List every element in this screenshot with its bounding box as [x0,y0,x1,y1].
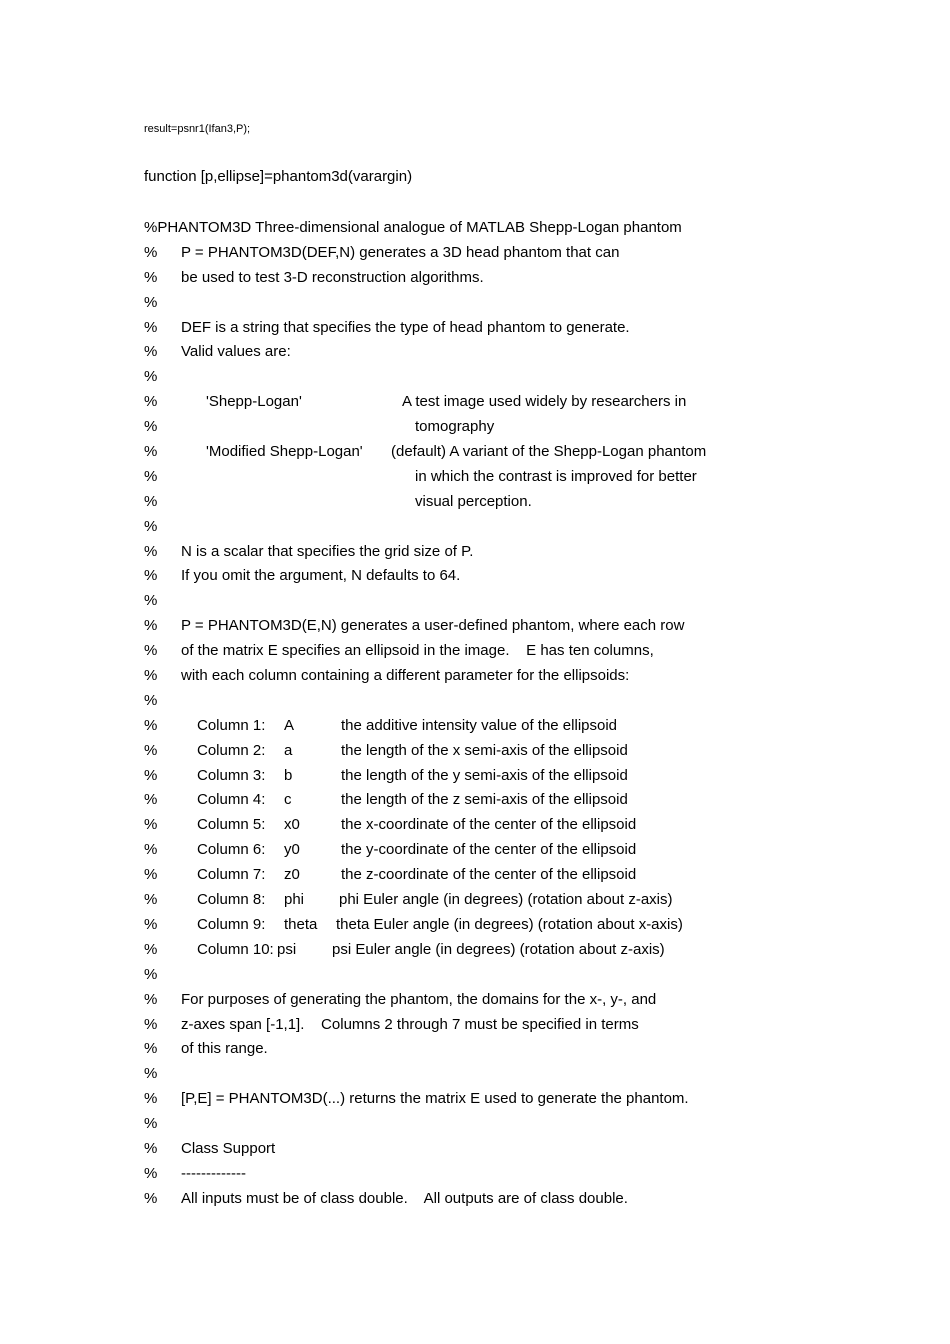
comment-marker: % [144,293,158,311]
column-description: the length of the y semi-axis of the ellipsoid [341,766,628,784]
comment-line [144,392,687,417]
comment-line [144,492,532,517]
column-description: the length of the z semi-axis of the ellipsoid [341,791,628,809]
phantom-type-desc: in which the contrast is improved for better [415,467,697,485]
comment-line [144,840,637,865]
column-symbol: A [284,716,295,734]
comment-marker: % [144,841,158,859]
comment-block [144,218,707,1214]
phantom-type-desc: A test image used widely by researchers in [402,393,687,411]
comment-marker: % [144,940,158,958]
comment-marker: % [144,1139,158,1157]
comment-line [144,890,673,915]
comment-text: Class Support [181,1139,276,1157]
column-symbol: z0 [284,866,300,884]
column-label: Column 8: [197,891,266,909]
comment-marker: % [144,318,158,336]
comment-marker: % [144,915,158,933]
comment-line [144,815,637,840]
comment-line [144,1114,169,1139]
comment-text: N is a scalar that specifies the grid size of P. [181,542,474,560]
comment-marker: % [144,243,158,261]
phantom-type-desc: (default) A variant of the Shepp-Logan phantom [391,443,707,461]
comment-line [144,591,169,616]
column-label: Column 4: [197,791,266,809]
comment-text: If you omit the argument, N defaults to 64. [181,567,461,585]
comment-line [144,616,685,641]
column-label: Column 5: [197,816,266,834]
comment-marker: % [144,891,158,909]
comment-line [144,243,620,268]
comment-marker: % [144,990,158,1008]
comment-marker: % [144,567,158,585]
comment-line [144,467,697,492]
comment-line [144,766,628,791]
comment-line [144,666,630,691]
phantom-type-name: 'Modified Shepp-Logan' [206,443,363,461]
comment-line [144,965,169,990]
comment-line [144,1064,169,1089]
comment-text: Valid values are: [181,343,291,361]
comment-line [144,293,169,318]
comment-marker: % [144,268,158,286]
comment-marker: % [144,691,158,709]
comment-marker: % [144,368,158,386]
comment-line [144,342,291,367]
comment-line [144,1164,246,1189]
comment-marker: % [144,393,158,411]
column-description: the length of the x semi-axis of the ellipsoid [341,741,628,759]
column-description: phi Euler angle (in degrees) (rotation about z-axis) [339,891,673,909]
column-description: the x-coordinate of the center of the ellipsoid [341,816,637,834]
comment-marker: % [144,443,158,461]
comment-marker: % [144,1040,158,1058]
column-description: the additive intensity value of the ellipsoid [341,716,618,734]
comment-text: ------------- [181,1164,246,1182]
comment-text: be used to test 3-D reconstruction algorithms. [181,268,484,286]
comment-text: P = PHANTOM3D(DEF,N) generates a 3D head phantom that can [181,243,620,261]
comment-text: with each column containing a different parameter for the ellipsoids: [181,667,630,685]
comment-line [144,691,169,716]
comment-text: DEF is a string that specifies the type of head phantom to generate. [181,318,630,336]
comment-marker: % [144,667,158,685]
comment-marker: % [144,816,158,834]
column-label: Column 7: [197,866,266,884]
comment-line [144,716,618,741]
comment-line [144,318,630,343]
column-label: Column 6: [197,841,266,859]
column-symbol: a [284,741,293,759]
code-line-result: result=psnr1(Ifan3,P); [144,123,251,135]
comment-text: [P,E] = PHANTOM3D(...) returns the matrix E used to generate the phantom. [181,1090,689,1108]
comment-line [144,367,169,392]
comment-line [144,542,474,567]
comment-line [144,517,169,542]
comment-line [144,1089,689,1114]
column-symbol: y0 [284,841,300,859]
comment-marker: % [144,343,158,361]
comment-marker: % [144,1164,158,1182]
column-description: the y-coordinate of the center of the ellipsoid [341,841,637,859]
comment-line [144,1015,639,1040]
comment-line [144,865,637,890]
column-description: theta Euler angle (in degrees) (rotation about x-axis) [336,915,683,933]
column-label: Column 10: [197,940,274,958]
comment-line [144,940,665,965]
comment-text: of the matrix E specifies an ellipsoid in the image. E has ten columns, [181,642,654,660]
comment-marker: % [144,1090,158,1108]
comment-line [144,1139,276,1164]
column-label: Column 3: [197,766,266,784]
header-comment-line [144,218,682,243]
phantom-type-desc: tomography [415,418,495,436]
comment-line [144,268,484,293]
comment-line [144,915,683,940]
comment-marker: % [144,866,158,884]
column-symbol: x0 [284,816,300,834]
comment-marker: % [144,418,158,436]
phantom-type-name: 'Shepp-Logan' [206,393,302,411]
comment-marker: % [144,741,158,759]
comment-marker: % [144,766,158,784]
comment-marker: % [144,467,158,485]
comment-text: P = PHANTOM3D(E,N) generates a user-defined phantom, where each row [181,617,685,635]
comment-text: All inputs must be of class double. All outputs are of class double. [181,1189,628,1207]
comment-text: For purposes of generating the phantom, the domains for the x-, y-, and [181,990,657,1008]
comment-marker: % [144,1015,158,1033]
column-symbol: b [284,766,293,784]
comment-marker: % [144,791,158,809]
comment-marker: % [144,542,158,560]
comment-marker: % [144,1065,158,1083]
comment-line [144,566,461,591]
comment-marker: % [144,716,158,734]
comment-marker: % [144,617,158,635]
column-symbol: theta [284,915,318,933]
header-comment-text: %PHANTOM3D Three-dimensional analogue of MATLAB Shepp-Logan phantom [144,219,682,236]
comment-marker: % [144,592,158,610]
column-symbol: phi [284,891,305,909]
comment-marker: % [144,517,158,535]
comment-line [144,641,654,666]
comment-line [144,990,657,1015]
comment-line [144,1039,268,1064]
column-label: Column 1: [197,716,266,734]
comment-marker: % [144,642,158,660]
comment-text: of this range. [181,1040,268,1058]
column-description: the z-coordinate of the center of the ellipsoid [341,866,637,884]
column-symbol: c [284,791,292,809]
comment-marker: % [144,1115,158,1133]
comment-text: z-axes span [-1,1]. Columns 2 through 7 must be specified in terms [181,1015,639,1033]
comment-line [144,417,495,442]
comment-line [144,790,628,815]
phantom-type-desc: visual perception. [415,492,532,510]
column-description: psi Euler angle (in degrees) (rotation about z-axis) [332,940,665,958]
function-signature: function [p,ellipse]=phantom3d(varargin) [144,168,413,185]
column-label: Column 2: [197,741,266,759]
comment-marker: % [144,1189,158,1207]
comment-line [144,741,628,766]
comment-line [144,442,707,467]
comment-line [144,1189,628,1214]
comment-marker: % [144,965,158,983]
column-symbol: psi [277,940,297,958]
comment-marker: % [144,492,158,510]
column-label: Column 9: [197,915,266,933]
